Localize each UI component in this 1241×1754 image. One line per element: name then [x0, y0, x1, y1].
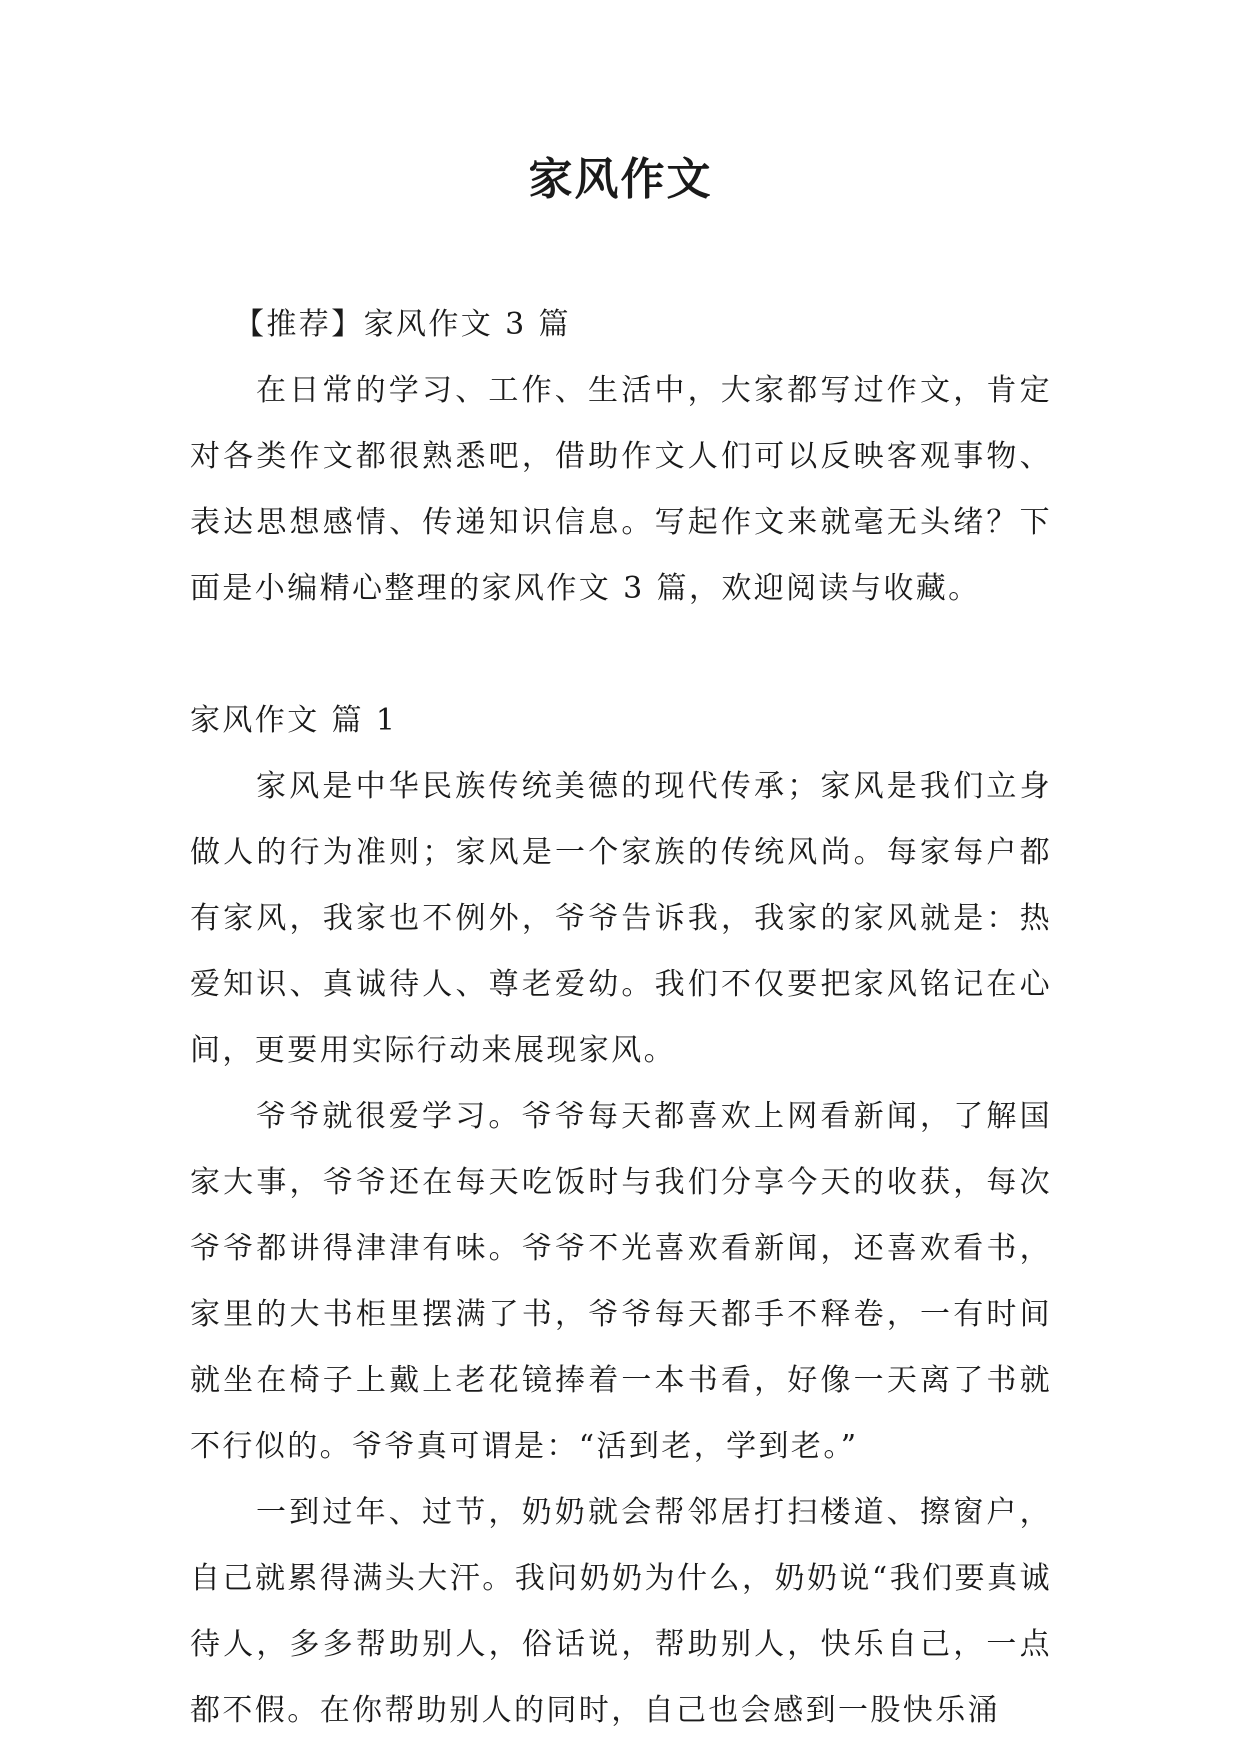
body-paragraph: 爷爷就很爱学习。爷爷每天都喜欢上网看新闻，了解国家大事，爷爷还在每天吃饭时与我们分享今天的收获，每次爷爷都讲得津津有味。爷爷不光喜欢看新闻，还喜欢看书，家里的大书柜里摆满了书，爷爷每天都手不释卷，一有时间就坐在椅子上戴上老花镜捧着一本书看，好像一天离了书就不行似的。爷爷真可谓是：“活到老，学到老。” [190, 1099, 1052, 1464]
spacer [190, 622, 1052, 688]
body-paragraph: 家风是中华民族传统美德的现代传承；家风是我们立身做人的行为准则；家风是一个家族的传统风尚。每家每户都有家风，我家也不例外，爷爷告诉我，我家的家风就是：热爱知识、真诚待人、尊老爱幼。我们不仅要把家风铭记在心间，更要用实际行动来展现家风。 [190, 769, 1052, 1068]
section-heading: 家风作文 篇 1 [190, 703, 398, 738]
body-paragraph: 一到过年、过节，奶奶就会帮邻居打扫楼道、擦窗户，自己就累得满头大汗。我问奶奶为什么，奶奶说“我们要真诚待人，多多帮助别人，俗话说，帮助别人，快乐自己，一点都不假。在你帮助别人的同时，自己也会感到一股快乐涌 [190, 1495, 1052, 1728]
intro-paragraph: 在日常的学习、工作、生活中，大家都写过作文，肯定对各类作文都很熟悉吧，借助作文人们可以反映客观事物、表达思想感情、传递知识信息。写起作文来就毫无头绪？下面是小编精心整理的家风作文 3 篇，欢迎阅读与收藏。 [190, 373, 1052, 606]
recommend-line: 【推荐】家风作文 3 篇 [234, 307, 571, 342]
document-body [190, 292, 1052, 1744]
document-title: 家风作文 [528, 154, 713, 205]
